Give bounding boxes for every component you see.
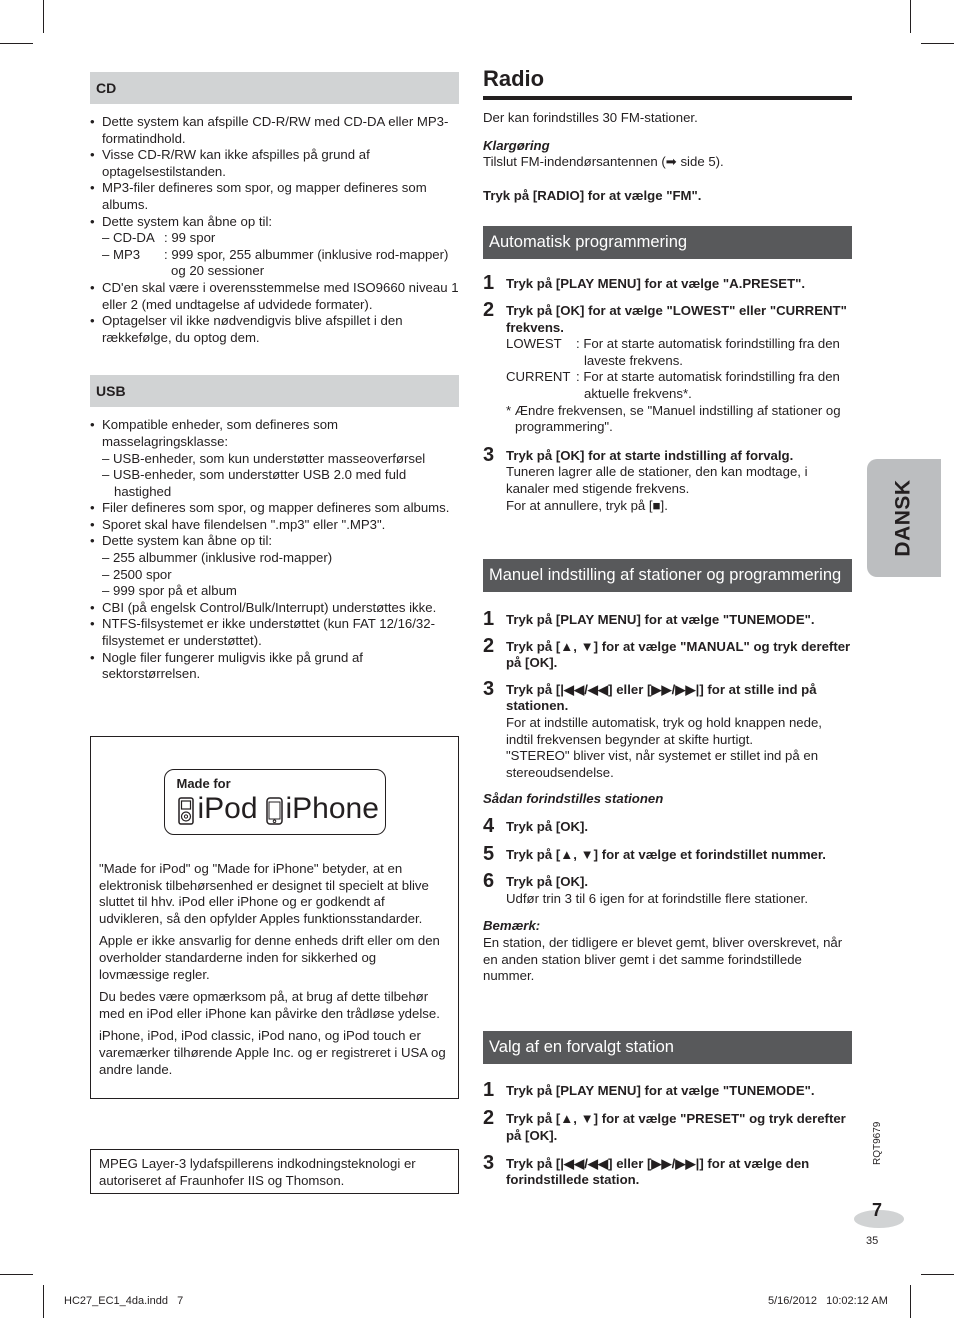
step: 3 Tryk på [|◀◀/◀◀] eller [▶▶/▶▶|] for at vælge den forindstillede station.	[483, 1151, 810, 1188]
cd-list	[90, 114, 459, 346]
ipod-icon	[178, 797, 194, 825]
iphone-icon	[266, 797, 283, 825]
footer-timestamp: 5/16/2012 10:02:12 AM	[768, 1295, 888, 1307]
list-item: • CD'en skal være i overensstemmelse med ISO9660 niveau 1 eller 2 (med undtagelse af udvidede formater).	[90, 280, 459, 313]
footnote: * Ændre frekvensen, se "Manuel indstilling af stationer og programmering".	[506, 402, 841, 435]
made-for-ipod-iphone-logo: Made for iPod iPhone	[164, 769, 386, 835]
step: 4 Tryk på [OK].	[483, 815, 589, 838]
mpeg-notice-box: MPEG Layer-3 lydafspillerens indkodningsteknologi er autoriseret af Fraunhofer IIS og Thomson.	[90, 1149, 459, 1194]
step: 5 Tryk på [▲, ▼] for at vælge et forindstillet nummer.	[483, 842, 826, 865]
radio-intro: Der kan forindstilles 30 FM-stationer.	[483, 110, 698, 125]
usb-heading: USB	[90, 375, 459, 407]
radio-title: Radio	[483, 66, 852, 100]
page-number: 7	[872, 1200, 883, 1220]
step: 1 Tryk på [PLAY MENU] for at vælge "TUNEMODE".	[483, 1078, 815, 1101]
list-item: • Kompatible enheder, som defineres som masselagringsklasse: – USB-enheder, som kun understøtter masseoverførsel – USB-enheder, som understøtter USB 2.0 med fuld hastighed	[90, 417, 459, 500]
def-row: LOWEST : For at starte automatisk forindstilling fra den laveste frekvens.	[506, 336, 840, 368]
list-item: • Dette system kan afspille CD-R/RW med CD-DA eller MP3-formatindhold.	[90, 114, 459, 147]
note-label: Bemærk:	[483, 918, 541, 934]
list-item: • MP3-filer defineres som spor, og mapper defineres som albums.	[90, 180, 459, 213]
list-item-text: • Dette system kan åbne op til:	[102, 213, 273, 229]
crop-mark	[921, 1274, 954, 1275]
note-text: En station, der tidligere er blevet gemt, bliver overskrevet, når en anden station bliver gemt i det samme forindstillede nummer.	[483, 935, 843, 984]
step: 2 Tryk på [OK] for at vælge "LOWEST" eller "CURRENT" frekvens. LOWEST : For at starte automatisk forindstilling fra den laveste frekvens. CURRENT : For at starte automatisk forindstilling fra den aktuelle frekvens*. * Ændre frekvensen, se "Manuel indstilling af stationer og programmering".	[483, 303, 852, 436]
prep-label: Klargøring	[483, 137, 550, 153]
list-item: • Optagelser vil ikke nødvendigvis blive afspillet i den rækkefølge, du optog dem.	[90, 313, 459, 346]
crop-mark	[910, 1285, 911, 1318]
left-column	[90, 72, 459, 683]
right-column	[483, 66, 852, 1189]
step: 1 Tryk på [PLAY MENU] for at vælge "A.PRESET".	[483, 272, 806, 295]
footer-filename: HC27_EC1_4da.indd 7	[64, 1295, 184, 1307]
usb-list	[90, 417, 459, 683]
crop-mark	[0, 1274, 33, 1275]
preset-select-heading: Valg af en forvalgt station	[483, 1031, 852, 1064]
ipod-paragraph: iPhone, iPod, iPod classic, iPod nano, og iPod touch er varemærker tilhørende Apple Inc. og er registreret i USA og andre lande.	[99, 1028, 446, 1077]
made-for-ipod-box	[90, 736, 459, 1099]
def-row: CURRENT : For at starte automatisk forindstilling fra den aktuelle frekvens*.	[506, 369, 840, 401]
ipod-paragraph: Du bedes være opmærksom på, at brug af dette tilbehør med en iPod eller iPhone kan påvirke den trådløse ydelse.	[99, 989, 440, 1021]
step: 1 Tryk på [PLAY MENU] for at vælge "TUNEMODE".	[483, 608, 815, 631]
crop-mark	[43, 0, 44, 33]
list-item	[90, 214, 459, 280]
step: 3 Tryk på [|◀◀/◀◀] eller [▶▶/▶▶|] for at stille ind på stationen. For at indstille automatisk, tryk og hold knappen nede, indtil frekvensen begynder at skifte hurtigt. "STEREO" bliver vist, når systemet er stillet ind på en stereoudsendelse.	[483, 677, 822, 780]
step: 3 Tryk på [OK] for at starte indstilling af forvalg. Tuneren lagrer alle de stationer, den kan modtage, i kanaler med stigende frekvens. For at annullere, tryk på [■].	[483, 443, 808, 513]
prep-text: Tilslut FM-indendørsantennen (➡ side 5).	[483, 154, 724, 170]
how-to-preset-label: Sådan forindstilles stationen	[483, 791, 664, 807]
ipod-paragraph: Apple er ikke ansvarlig for denne enheds drift eller om den overholder standarderne inden for sikkerhed og lovmæssige regler.	[99, 933, 440, 982]
crop-mark	[921, 43, 954, 44]
manual-tuning-heading: Manuel indstilling af stationer og programmering	[483, 559, 852, 592]
model-code: RQT9679	[872, 1121, 883, 1165]
list-item: • Filer defineres som spor, og mapper defineres som albums.	[90, 500, 459, 517]
cd-heading: CD	[90, 72, 459, 104]
list-item: • Nogle filer fungerer muligvis ikke på grund af sektorstørrelsen.	[90, 650, 459, 683]
crop-mark	[0, 43, 33, 44]
limit-row: – MP3 : 999 spor, 255 albummer (inklusive rod-mapper) og 20 sessioner	[102, 246, 449, 279]
list-item: • Visse CD-R/RW kan ikke afspilles på grund af optagelsestilstanden.	[90, 147, 459, 180]
step: 2 Tryk på [▲, ▼] for at vælge "PRESET" og tryk derefter på [OK].	[483, 1107, 846, 1143]
crop-mark	[910, 0, 911, 33]
language-tab: DANSK	[867, 459, 941, 577]
list-item: • Dette system kan åbne op til: – 255 albummer (inklusive rod-mapper) – 2500 spor – 999 spor på et album	[90, 533, 459, 599]
step: 2 Tryk på [▲, ▼] for at vælge "MANUAL" og tryk derefter på [OK].	[483, 634, 851, 671]
press-radio-instruction: Tryk på [RADIO] for at vælge "FM".	[483, 187, 702, 203]
list-item: • CBI (på engelsk Control/Bulk/Interrupt) understøttes ikke.	[90, 600, 459, 617]
step: 6 Tryk på [OK]. Udfør trin 3 til 6 igen for at forindstille flere stationer.	[483, 870, 808, 906]
crop-mark	[43, 1285, 44, 1318]
ipod-paragraph: "Made for iPod" og "Made for iPhone" betyder, at en elektronisk tilbehørsenhed er designet til specielt at blive sluttet til hhv. iPod eller iPhone og er godkendt af udvikleren, så den opfylder Apples funktionsstandarder.	[99, 861, 429, 926]
sheet-number: 35	[866, 1235, 879, 1247]
limit-row: – CD-DA : 99 spor	[102, 230, 216, 246]
list-item: • Sporet skal have filendelsen ".mp3" eller ".MP3".	[90, 517, 459, 534]
list-item: • NTFS-filsystemet er ikke understøttet (kun FAT 12/16/32-filsystemet er understøttet).	[90, 616, 459, 649]
auto-program-heading: Automatisk programmering	[483, 226, 852, 259]
